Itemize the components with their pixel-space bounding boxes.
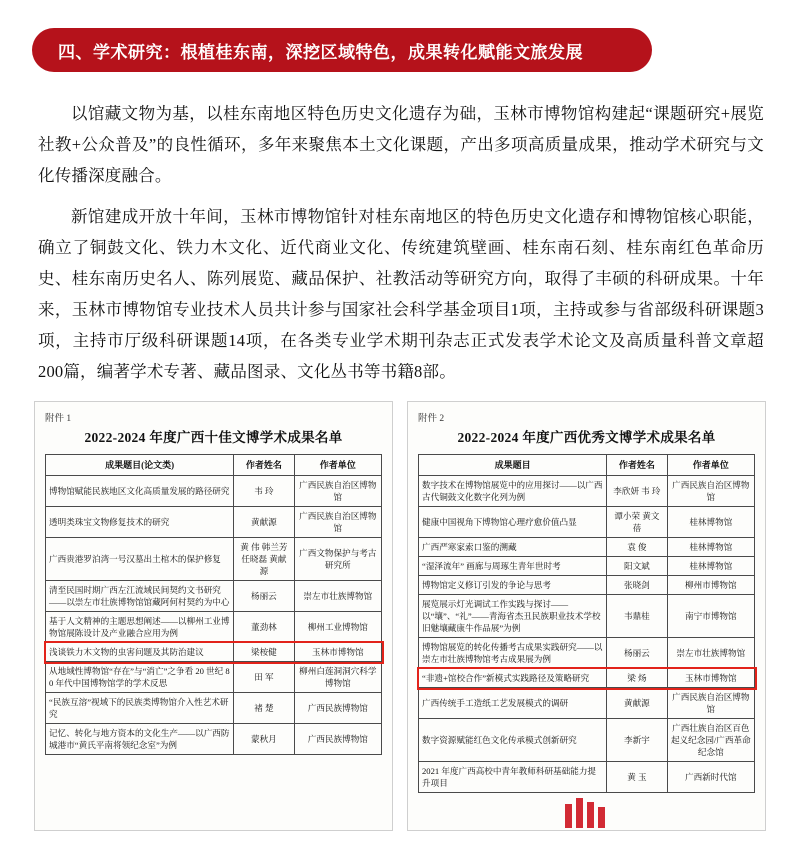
- attachment-panel-2: [407, 401, 766, 831]
- results-table-1: [45, 454, 382, 755]
- cell-author: 韦 玲: [234, 476, 294, 507]
- table-row: [46, 643, 382, 662]
- cell-author: 黄 玉: [607, 762, 667, 793]
- column-header-author: 作者姓名: [234, 455, 294, 476]
- cell-title: 从地域性博物馆“存在”与“消亡”之争看 20 世纪 80 年代中国博物馆学的学术反思: [46, 662, 234, 693]
- cell-unit: 崇左市壮族博物馆: [294, 581, 381, 612]
- cell-unit: 广西民族自治区博物馆: [294, 476, 381, 507]
- table-row: [46, 612, 382, 643]
- cell-unit: 柳州市博物馆: [667, 576, 754, 595]
- cell-author: 李欣妍 韦 玲: [607, 476, 667, 507]
- cell-unit: 南宁市博物馆: [667, 595, 754, 638]
- cell-author: 蒙秋月: [234, 724, 294, 755]
- cell-unit: 桂林博物馆: [667, 507, 754, 538]
- cell-title: 广西严寒家索口鉴的溯藏: [419, 538, 607, 557]
- cell-title: 清至民国时期广西左江流域民间契约文书研究——以崇左市壮族博物馆馆藏阿何村契约为中心: [46, 581, 234, 612]
- cell-author: 阳文斌: [607, 557, 667, 576]
- attachment-label-1: 附件 1: [45, 414, 72, 424]
- table-header-row: [419, 455, 755, 476]
- cell-unit: 广西壮族自治区百色起义纪念园/广西革命纪念馆: [667, 719, 754, 762]
- section-banner: 四、学术研究：根植桂东南，深挖区域特色，成果转化赋能文旅发展: [32, 28, 652, 72]
- column-header-author: 作者姓名: [607, 455, 667, 476]
- cell-unit: 崇左市壮族博物馆: [667, 638, 754, 669]
- cell-unit: 玉林市博物馆: [294, 643, 381, 662]
- cell-title: 记忆、转化与地方资本的文化生产——以广西防城港市“黄氏平南将领纪念室”为例: [46, 724, 234, 755]
- cell-author: 黄 伟 韩兰芳 任晓磊 黄献源: [234, 538, 294, 581]
- cell-title: 数字技术在博物馆展览中的应用探讨——以广西古代铜鼓文化数字化列为例: [419, 476, 607, 507]
- cell-author: 袁 俊: [607, 538, 667, 557]
- table-row: [419, 669, 755, 688]
- column-header-unit: 作者单位: [294, 455, 381, 476]
- cell-title: “非遗+馆校合作”新模式实践路径及策略研究: [419, 669, 607, 688]
- table-row: [419, 507, 755, 538]
- table-row: [419, 638, 755, 669]
- cell-unit: 广西民族自治区博物馆: [294, 507, 381, 538]
- table-row: [46, 724, 382, 755]
- cell-title: 广西传统手工造纸工艺发展模式的调研: [419, 688, 607, 719]
- cell-unit: 广西民族自治区博物馆: [667, 688, 754, 719]
- paragraph-1: 以馆藏文物为基，以桂东南地区特色历史文化遗存为础，玉林市博物馆构建起“课题研究+展览社教+公众普及”的良性循环，多年来聚焦本土文化课题，产出多项高质量成果，推动学术研究与文化传播深度融合。: [38, 104, 764, 185]
- table-row: [46, 581, 382, 612]
- paragraph-2: 新馆建成开放十年间，玉林市博物馆针对桂东南地区的特色历史文化遗存和博物馆核心职能，确立了铜鼓文化、铁力木文化、近代商业文化、传统建筑壁画、桂东南石刻、桂东南红色革命历史、桂东南历史名人、陈列展览、藏品保护、社教活动等研究方向，取得了丰硕的科研成果。十年来，玉林市博物馆专业技术人员共计参与国家社会科学基金项目1项，主持或参与省部级科研课题3项，主持市厅级科研课题14项，在各类专业学术期刊杂志正式发表学术论文及高质量科普文章超200篇，编著学术专著、藏品图录、文化丛书等书籍8部。: [38, 207, 764, 381]
- attachment-panel-1: [34, 401, 393, 831]
- cell-unit: 柳州工业博物馆: [294, 612, 381, 643]
- cell-unit: 桂林博物馆: [667, 557, 754, 576]
- cell-title: 展览展示灯光调试工作实践与探讨——以“壤”、“礼”——青海省杰丑民族职业技术学校旧魅壤藏康牛作品展”为例: [419, 595, 607, 638]
- column-header-title: 成果题目(论文类): [46, 455, 234, 476]
- table-header-row: [46, 455, 382, 476]
- cell-title: 透明类珠宝文物修复技术的研究: [46, 507, 234, 538]
- attachment-panels: [24, 401, 776, 831]
- attachment-title-2: 2022-2024 年度广西优秀文博学术成果名单: [457, 430, 716, 445]
- attachment-label-2: 附件 2: [418, 414, 445, 424]
- cell-author: 黄献源: [607, 688, 667, 719]
- table-row: [46, 476, 382, 507]
- table-row: [419, 576, 755, 595]
- cell-title: 广西贵港罗泊湾一号汉墓出土棺木的保护修复: [46, 538, 234, 581]
- cell-title: 博物馆定义修订引发的争论与思考: [419, 576, 607, 595]
- table-row: [419, 688, 755, 719]
- cell-unit: 柳州白莲洞洞穴科学博物馆: [294, 662, 381, 693]
- cell-author: 田 军: [234, 662, 294, 693]
- table-row: [46, 662, 382, 693]
- table-row: [46, 507, 382, 538]
- cell-author: 杨丽云: [607, 638, 667, 669]
- table-row: [46, 693, 382, 724]
- cell-author: 李新宇: [607, 719, 667, 762]
- cell-author: 董劲林: [234, 612, 294, 643]
- table-row: [46, 538, 382, 581]
- cell-title: 浅谈铁力木文物的虫害问题及其防治建议: [46, 643, 234, 662]
- table-row: [419, 538, 755, 557]
- cell-title: “民族互溶”视域下的民族类博物馆介入性艺术研究: [46, 693, 234, 724]
- attachment-title-1: 2022-2024 年度广西十佳文博学术成果名单: [84, 430, 343, 445]
- cell-unit: 广西新时代馆: [667, 762, 754, 793]
- table-row: [419, 557, 755, 576]
- cell-author: 谭小荣 黄文蓓: [607, 507, 667, 538]
- column-header-unit: 作者单位: [667, 455, 754, 476]
- cell-title: 博物馆展览的转化传播考古成果实践研究——以崇左市壮族博物馆考古成果展为例: [419, 638, 607, 669]
- cell-author: 梁桉健: [234, 643, 294, 662]
- cell-author: 褚 楚: [234, 693, 294, 724]
- cell-unit: 桂林博物馆: [667, 538, 754, 557]
- column-header-title: 成果题目: [419, 455, 607, 476]
- table-row: [419, 476, 755, 507]
- cell-unit: 广西民族博物馆: [294, 724, 381, 755]
- cell-unit: 广西民族自治区博物馆: [667, 476, 754, 507]
- cell-title: 基于人文精神的主题思想阐述——以柳州工业博物馆展陈设计及产业融合应用为例: [46, 612, 234, 643]
- cell-unit: 广西民族博物馆: [294, 693, 381, 724]
- cell-author: 梁 炀: [607, 669, 667, 688]
- cell-title: 博物馆赋能民族地区文化高质量发展的路径研究: [46, 476, 234, 507]
- cell-author: 杨丽云: [234, 581, 294, 612]
- cell-author: 张晓剑: [607, 576, 667, 595]
- section-banner-wrapper: [24, 0, 776, 72]
- cell-unit: 广西文物保护与考古研究所: [294, 538, 381, 581]
- cell-title: 数字资源赋能红色文化传承模式创新研究: [419, 719, 607, 762]
- table-row: [419, 719, 755, 762]
- cell-title: 2021 年度广西高校中青年教师科研基础能力提升项目: [419, 762, 607, 793]
- cell-unit: 玉林市博物馆: [667, 669, 754, 688]
- cell-author: 韦鼎桂: [607, 595, 667, 638]
- body-text: [24, 98, 776, 387]
- cell-author: 黄献源: [234, 507, 294, 538]
- table-row: [419, 762, 755, 793]
- results-table-2: [418, 454, 755, 793]
- cell-title: 健康中国视角下博物馆心理疗愈价值凸显: [419, 507, 607, 538]
- cell-title: “湿泽流年” 画廊与周琢生青年世时考: [419, 557, 607, 576]
- red-seal-icon: [563, 798, 611, 828]
- table-row: [419, 595, 755, 638]
